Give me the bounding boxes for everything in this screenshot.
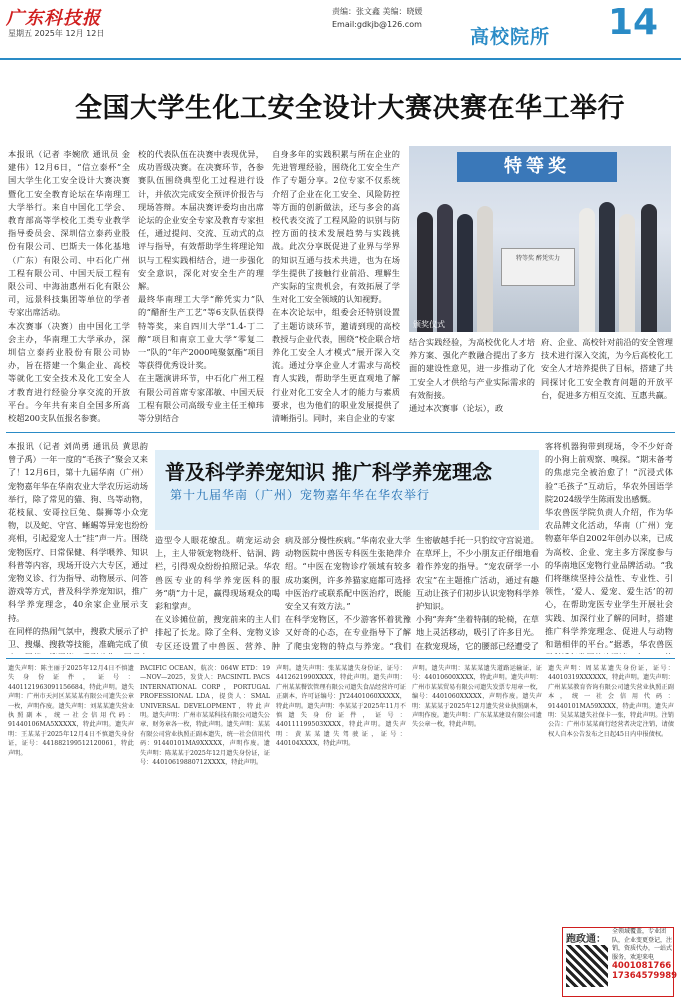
article1-col2-para2: 最终华南理工大学“醉凭实力”队的“醋酐生产工艺”等6支队伍获得特等奖，来自四川大学“1.4-丁二醇”项目和南京工业大学“零复二一”队的“年产2000吨聚氨酯”项目等获得优秀设计奖。 <box>138 294 264 371</box>
article1-col3-para2: 在本次论坛中，组委会还特别设置了主题访谈环节，邀请到现的高校教授与企业代表，围绕“校企联合培养化工安全人才模式”展开深入交流。通过分享企业人才需求与高校育人实践，帮助学生更直观地了解行业对化工安全人才的能力与素质要求，也为他们的职业发展提供了清晰指引。同时，来自企业的专家 <box>272 307 400 424</box>
article2-left-para1: 本报讯（记者 刘尚勇 通讯员 黄思韵 曾子禹）一年一度的“毛孩子”聚会又来了！12月6日，第十九届华南（广州）宠物嘉年华在华南农业大学农历运动场举行，除了常见的猫、狗、鸟等动物，花枝鼠、安哥拉巨兔、鬃狮等小众宠物，以及蛇、守宫、蜥蜴等异宠也纷纷亮相，引起爱宠人士“挂”声一片。围绕宠物医疗、日常保健、科学喂养、知识科普等内容，现场开设六大专区，通过宠物义诊、行为指导、动物展示、问答游戏等方式，普及科学养宠知识，推广科学养宠理念，40余家企业展示支持。 <box>8 441 148 623</box>
ad-text-block <box>612 928 678 981</box>
article1-col1-para2: 本次赛事（决赛）由中国化工学会主办，华南理工大学承办，深圳信立泰药业股份有限公司协办，旨在搭建一个集企业、高校等就化工安全技术及化工安全人才教育进行经验分享交流的开放平台。今年共有来自全国多所高校超200支队伍报名参赛。 <box>8 320 130 424</box>
article1-col2-para1: 校的代表队伍在决赛中表现优异，成功晋级决赛。在决赛环节，各参赛队伍围绕典型化工过程进行设计，并依次完成安全预评价报告与现场答辩。本届决赛评委均由出席论坛的企业安全专家及教育专家担任，通过提问、交流、互动式的点评与指导，有效帮助学生将理论知识与工程实践相结合，进一步强化安全意识，深化对安全生产的理解。 <box>138 149 264 292</box>
award-ceremony-photo <box>409 146 671 332</box>
header-divider <box>0 58 681 60</box>
article2-right-para2: 华农兽医学院负责人介绍，作为华农品牌文化活动，华南（广州）宠物嘉年华自2002年创办以来，已成为高校、企业、宠主多方深度参与的华南地区宠物行业品牌活动。“我们将继续坚持公益性、专业性、引领性，‘爱人、爱宠、爱生活’的初心，在帮助宠医专业学生开展社会实践、加深行业了解的同时，搭建推广科学养宠理念、促进人与动物和谐相伴的平台。”据悉，华农兽医 <box>545 507 673 650</box>
photo-banner: 特等奖 <box>457 152 617 182</box>
article2-column-mid2 <box>285 534 411 654</box>
notice-column-1: 遗失声明：陈主丽于2025年12月4日不慎遗失身份证件，证号：4401121963091156684，特此声明。遗失声明：广州市天河区某某某有限公司遗失公章一枚，声明作废。遗失声明：刘某某遗失营业执照副本，统一社会信用代码：91440106MA5XXXXX，特此声明。遗失声明：王某某于2025年12月4日不慎遗失身份证，证号：441882199512120061，特此声明。 <box>8 665 134 757</box>
article1-col3-para1: 自身多年的实践积累与所在企业的先进管理经验，围绕化工安全生产作了专题分享。2位专家不仅系统介绍了企业在化工安全、风险防控等方面的创新做法，还与多会的高校代表交流了工程风险的识别与防控方面的技术发展趋势与实践挑战。此次分享既促进了业界与学界的知识互通与技术共进，也为在场学生提供了接触行业前沿、理解生产实际的宝贵机会，有效拓展了学生对化工安全领域的认知视野。 <box>272 149 400 305</box>
article2-mid3-para2: 在草坪上，不少小朋友正仔细地看着作养宠的指导。“宠农研学一小农宝”在主题推广活动，通过有趣互动让孩子们初步认识宠物科学养护知识。 <box>416 548 539 612</box>
article1-column-3 <box>272 148 400 424</box>
article2-mid2-para2: 在科学宠物区，不少游客怀着犹豫又好奇的心态，在专业指导下了解了爬虫宠物的特点与养宠。“我们 <box>285 614 411 651</box>
article2-column-left <box>8 440 148 654</box>
newspaper-logo: 广东科技报 <box>6 8 101 29</box>
article1-col4-para1: 结合实践经验，为高校优化人才培养方案、强化产教融合提出了多方面的建设性意见，进一步推动了化工安全人才供给与产业实际需求的有效衔接。 <box>409 337 535 400</box>
article2-subheadline: 第十九届华南（广州）宠物嘉年华在华农举行 <box>170 488 431 502</box>
article2-column-right <box>545 440 673 654</box>
ad-title: 跑政通： <box>566 934 606 945</box>
article2-column-mid3 <box>416 534 539 654</box>
photo-caption: 颁奖仪式 <box>413 320 445 329</box>
award-board: 特等奖 醉凭实力 <box>501 248 575 286</box>
article1-col4-para2: 通过本次赛事（论坛），政 <box>409 403 504 414</box>
article1-headline: 全国大学生化工安全设计大赛决赛在华工举行 <box>75 93 625 124</box>
qr-code-icon[interactable] <box>566 945 608 987</box>
photo-person <box>437 204 453 332</box>
photo-person <box>641 204 657 332</box>
article2-mid2-para1: 病及部分慢性疾病。”华南农业大学动物医院中兽医专科医生张艳萍介绍。“中医在宠物诊疗领域有较多成功案例，许多养猫家庭都可选择中医治疗或联系配中医治疗，既能安全又有效方法。” <box>285 535 411 612</box>
article1-col5-para1: 府、企业、高校针对前沿的安全管理技术进行深入交流，为今后高校化工安全人才培养提供了目标，搭建了共同探讨化工安全教育问题的开放平台，促进多方相互交流、互惠共赢。 <box>541 337 673 400</box>
article2-column-mid1 <box>155 534 280 654</box>
article2-mid3-para3: 小狗“奔奔”坐着特制的轮椅，在草地上灵活移动，吸引了许多目光。在救宠现场，它的腰部已经遭受了 <box>416 614 539 651</box>
notices-divider <box>6 658 675 659</box>
photo-person <box>477 206 493 332</box>
ad-description: 全领域覆盖，专业团队，企业变更登记，注销，资质代办，一站式服务，欢迎来电 <box>612 928 673 961</box>
ad-phone-1[interactable]: 4001081766 <box>612 961 672 971</box>
photo-person <box>457 214 473 332</box>
ad-phone-2[interactable]: 17364579989 <box>612 970 678 981</box>
photo-person <box>599 202 615 332</box>
article1-column-4 <box>409 336 535 428</box>
article1-col1-para1: 本报讯（记者 李婉欣 通讯员 金建伟）12月6日，“信立泰杯”全国大学生化工安全设计大赛决赛暨化工安全教育论坛在华南理工大学举行。来自中国化工学会、教育部高等学校化工类专业教学指导委员会、深圳信立泰药业股份有限公司、巴斯夫一体化基地（广东）有限公司、中石化广州工程有限公司、中国天辰工程有限公司、中海油惠州石化有限公司，远景科技集团等单位的学者专家出席活动。 <box>8 149 130 318</box>
contact-email[interactable]: Email:gdkjb@126.com <box>332 20 422 29</box>
notice-column-3: 声明。遗失声明：张某某遗失身份证，证号：4412621990XXXX，特此声明。遗失声明：广州某某餐饮管理有限公司遗失食品经营许可证正副本，许可证编号：JY24401060XXXXX，特此声明。遗失声明：李某某于2025年11月不慎遗失身份证件，证号：440111199503XXXX，特此声明。遗失声明：黄某某遗失驾驶证，证号：440104XXXX，特此声明。 <box>276 665 406 748</box>
photo-person <box>579 208 595 332</box>
article2-left-para2: 在同样的热闹气氛中，搜救犬展示了护卫、搜爆、搜救等技能，准确完成了侦 <box>8 625 148 650</box>
article2-mid1-para1: 造型令人眼花缭乱。萌宠运动会上，主人带领宠物绕杆、钻洞、跨栏，引得观众纷纷拍照记录。华农兽医专业的科学养宠医科的服务“萌”力十足，赢得现场观众的喝彩和掌声。 <box>155 535 280 612</box>
page-number: 14 <box>608 2 659 43</box>
article1-col2-para3: 在主题演讲环节，中石化广州工程有限公司首席专家邵敏、中国天辰工程有限公司高级专业主任王樟玮等分别结合 <box>138 373 264 424</box>
notice-column-5: 遗失声明：周某某遗失身份证，证号：44010319XXXXXX，特此声明。遗失声明：广州某某教育咨询有限公司遗失营业执照正副本，统一社会信用代码：91440101MA59XXXX，特此声明。遗失声明：吴某某遗失社保卡一张，特此声明。注销公告：广州市某某商行经营者决定注销，请债权人自本公告发布之日起45日内申报债权。 <box>548 665 674 738</box>
notice-column-4: 声明。遗失声明：某某某遗失道路运输证，证号：44010600XXXX，特此声明。遗失声明：广州市某某贸易有限公司遗失发票专用章一枚，编号：4401060XXXXX，声明作废。遗失声明：某某某于2025年12月遗失营业执照副本，声明作废。遗失声明：广东某某建设有限公司遗失公章一枚，特此声明。 <box>412 665 542 729</box>
article1-column-1 <box>8 148 130 424</box>
article-divider <box>6 432 675 433</box>
section-title: 高校院所 <box>470 26 551 48</box>
issue-date: 星期五 2025年 12月 12日 <box>8 29 105 38</box>
editor-credits: 责编：张文鑫 美编：晓媛 <box>332 7 423 16</box>
article2-headline: 普及科学养宠知识 推广科学养宠理念 <box>165 460 492 484</box>
article2-right-para1: 客将机器狗带到现场，令不少好奇的小狗上前观察、嗅探。“期末备考的焦虑完全被治愈了！”沉浸式体验“毛孩子”互动后，华农外国语学院2024级学生陈雨发出感慨。 <box>545 441 673 504</box>
photo-person <box>417 212 433 332</box>
notice-column-2: PACIFIC OCEAN，航次：064W ETD：19—NOV—2025，发货人：PACSINTL PACS INTERNATIONAL CORP，PORTUGAL PROFESSIONAL LDA，提货人：SMAL UNIVERSAL DEVELOPMENT，特此声明。遗失声明：广州市某某科技有限公司遗失公章、财务章各一枚，特此声明。遗失声明：某某有限公司营业执照正副本遗失，统一社会信用代码：91440101MA9XXXXX，声明作废。遗失声明：陈某某于2025年12月遗失身份证，证号：44010619880712XXXX，特此声明。 <box>140 665 270 767</box>
photo-person <box>619 214 635 332</box>
article1-column-2 <box>138 148 264 424</box>
article1-column-5 <box>541 336 673 428</box>
article2-mid3-para1: 生密敏越手托一只豹纹守宫说道。 <box>416 535 539 545</box>
article2-mid1-para2: 在义诊摊位前，搜宠前来的主人们排起了长龙。除了全科、宠物义诊专区还设置了中兽医、营养、肿 <box>155 614 280 651</box>
